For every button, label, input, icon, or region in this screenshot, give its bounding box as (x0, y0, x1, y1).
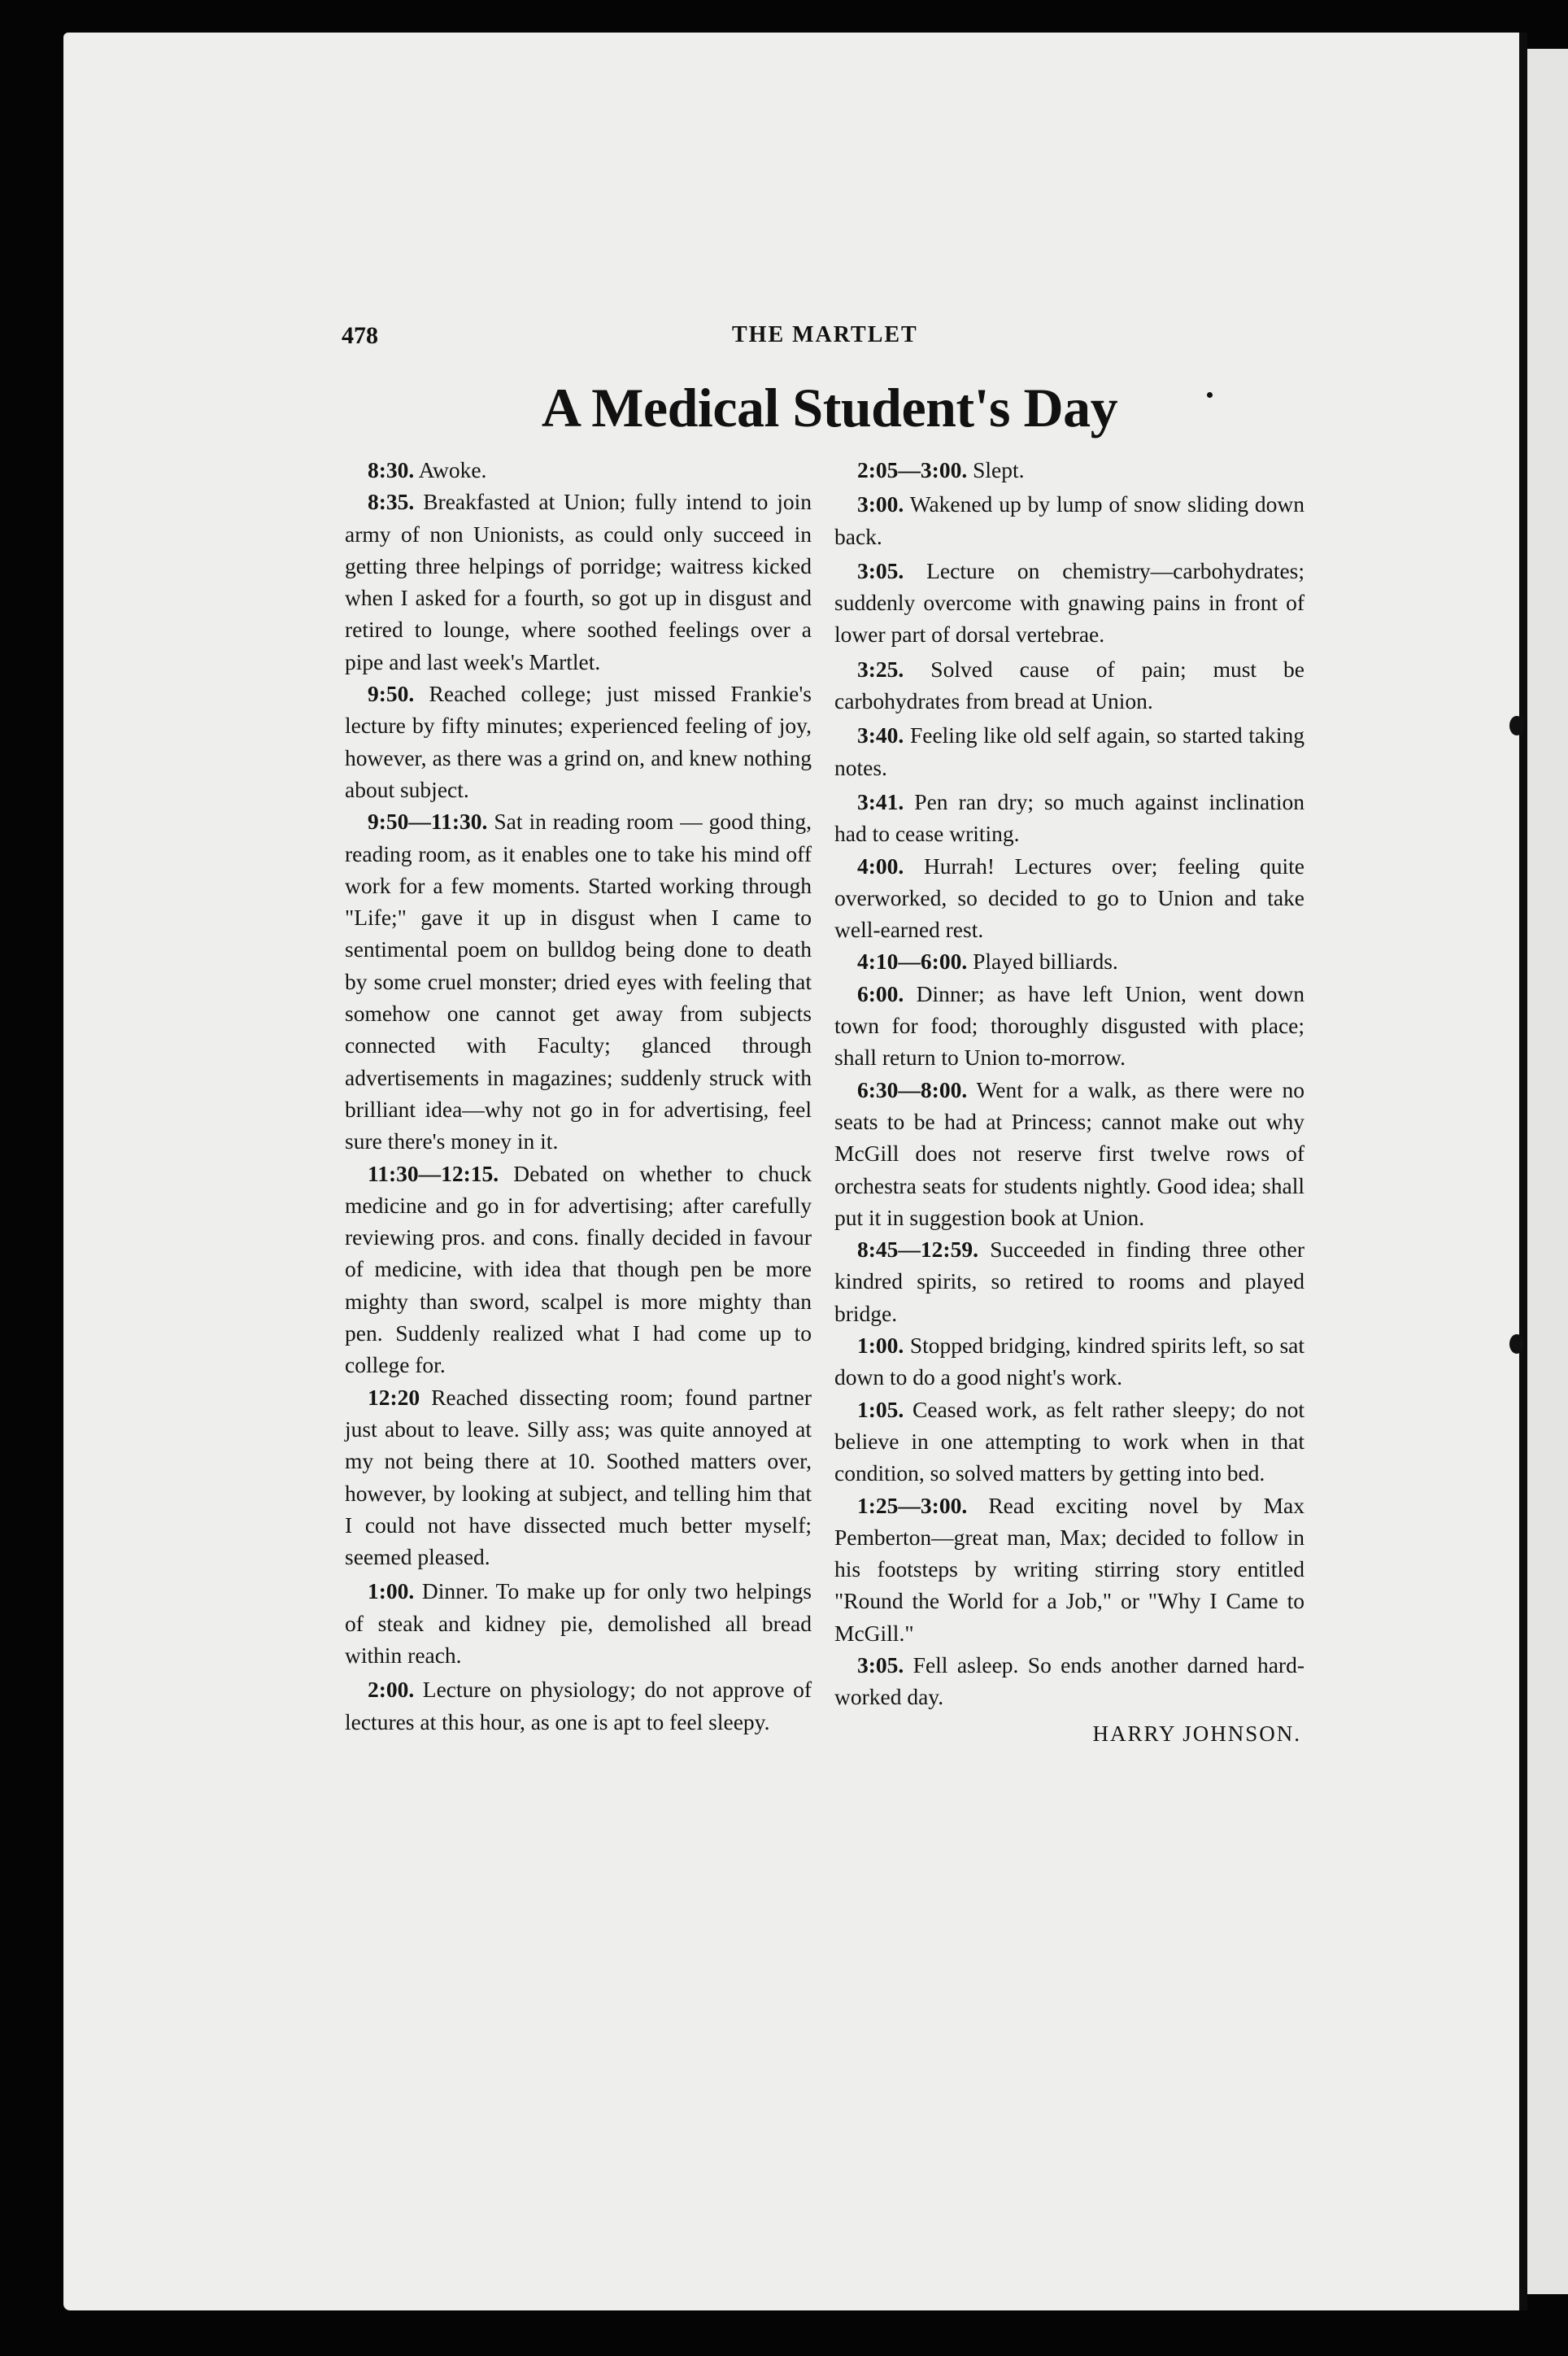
entry-time: 9:50—11:30. (368, 809, 488, 835)
entry-time: 4:00. (857, 853, 904, 879)
entry-text: Reached college; just missed Frankie's lecture by fifty minutes; experienced feeling of joy, however, as there was a grind on, and knew nothing about subject. (345, 681, 812, 802)
left-column (345, 454, 812, 1738)
entry-paragraph (345, 1381, 812, 1573)
entry-text: Wakened up by lump of snow sliding down back. (834, 491, 1304, 549)
entry-time: 3:05. (857, 1651, 904, 1678)
entry-paragraph (345, 1575, 812, 1671)
entry-text: Dinner; as have left Union, went down town for food; thoroughly disgusted with place; shall return to Union to-morrow. (834, 980, 1304, 1071)
entry-paragraph (834, 1233, 1304, 1329)
entry-paragraph (834, 945, 1304, 977)
journal-name: THE MARTLET (732, 322, 918, 347)
entry-text: Slept. (973, 457, 1025, 482)
entry-time: 1:00. (857, 1333, 904, 1359)
entry-time: 4:10—6:00. (857, 949, 968, 975)
entry-time: 2:05—3:00. (857, 457, 968, 482)
right-column (834, 454, 1304, 1750)
entry-time: 1:05. (857, 1396, 904, 1422)
entry-paragraph (834, 555, 1304, 651)
entry-text: Breakfasted at Union; fully intend to join army of non Unionists, as could only succeed in getting three helpings of porridge; waitress kicked when I asked for a fourth, so got up in disgust and retired to lounge, where soothed feelings over a pipe and last week's Martlet. (345, 489, 812, 674)
entry-time: 3:25. (857, 656, 904, 682)
entry-paragraph (834, 1490, 1304, 1649)
entry-text: Played billiards. (973, 949, 1118, 975)
entry-text: Lecture on chemistry—carbohydrates; suddenly overcome with gnawing pains in front of lower part of dorsal vertebrae. (834, 557, 1305, 648)
entry-text: Dinner. To make up for only two helpings of steak and kidney pie, demolished all bread within reach. (345, 1578, 812, 1668)
entry-text: Debated on whether to chuck medicine and go in for advertising; after carefully reviewing pros. and cons. finally decided in favour of medicine, with idea that though pen be more mighty than sword, scalpel is more mighty than pen. Suddenly realized what I had come up to college for. (345, 1160, 812, 1378)
entry-paragraph (834, 1329, 1304, 1394)
entry-text: Solved cause of pain; must be carbohydrates from bread at Union. (834, 656, 1304, 714)
facing-page-edge (1527, 49, 1568, 2294)
entry-text: Feeling like old self again, so started taking notes. (834, 722, 1304, 780)
entry-paragraph (834, 1649, 1304, 1713)
running-header (342, 322, 1318, 355)
entry-text: Reached dissecting room; found partner just about to leave. Silly ass; was quite annoyed at my not being there at 10. Soothed matters over, however, by looking at subject, and telling him that I could not have dissected much better myself; seemed pleased. (345, 1384, 812, 1570)
entry-paragraph (834, 488, 1304, 552)
entry-time: 3:40. (857, 722, 904, 748)
entry-paragraph (345, 1158, 812, 1381)
entry-text: Lecture on physiology; do not approve of lectures at this hour, as one is apt to feel sleepy. (345, 1677, 812, 1734)
entry-time: 6:30—8:00. (857, 1076, 968, 1102)
entry-paragraph (345, 1673, 812, 1738)
entry-paragraph (834, 1394, 1304, 1490)
entry-text: Hurrah! Lectures over; feeling quite overworked, so decided to go to Union and take well-earned rest. (834, 853, 1305, 943)
binding-mark (1509, 1334, 1524, 1354)
entry-text: Succeeded in finding three other kindred spirits, so retired to rooms and played bridge. (834, 1237, 1304, 1326)
entry-paragraph (834, 786, 1304, 850)
entry-time: 8:45—12:59. (857, 1237, 978, 1263)
entry-paragraph (345, 805, 812, 1157)
entry-time: 1:00. (368, 1578, 415, 1604)
article-title: A Medical Student's Day (541, 377, 1118, 438)
entry-time: 6:00. (857, 980, 904, 1006)
page-number: 478 (342, 322, 378, 349)
entry-text: Stopped bridging, kindred spirits left, so sat down to do a good night's work. (834, 1333, 1305, 1390)
binding-mark (1509, 716, 1524, 735)
entry-time: 2:00. (368, 1677, 415, 1703)
entry-paragraph (345, 454, 812, 486)
entry-paragraph (834, 653, 1304, 718)
entry-time: 3:00. (857, 491, 904, 517)
entry-paragraph (834, 978, 1304, 1074)
entry-time: 3:41. (857, 788, 904, 814)
entry-text: Fell asleep. So ends another darned hard-worked day. (834, 1651, 1304, 1710)
entry-paragraph (834, 719, 1304, 783)
entry-paragraph (834, 454, 1304, 486)
entry-text: Ceased work, as felt rather sleepy; do not believe in one attempting to work when in that condition, so solved matters by getting into bed. (834, 1396, 1305, 1486)
entry-time: 8:30. (368, 457, 415, 482)
entry-paragraph (345, 486, 812, 678)
page-spine-edge (1519, 33, 1527, 2310)
entry-time: 8:35. (368, 489, 415, 515)
entry-text: Went for a walk, as there were no seats to be had at Princess; cannot make out why McGill does not reserve first twelve rows of orchestra seats for students nightly. Good idea; shall put it in suggestion book at Union. (834, 1076, 1304, 1230)
entry-text: Awoke. (418, 457, 487, 482)
entry-paragraph (834, 850, 1304, 946)
entry-time: 3:05. (857, 557, 904, 583)
entry-time: 1:25—3:00. (857, 1492, 968, 1518)
entry-text: Read exciting novel by Max Pemberton—great man, Max; decided to follow in his footsteps by writing stirring story entitled "Round the World for a Job," or "Why I Came to McGill." (834, 1492, 1304, 1646)
author-signature: HARRY JOHNSON. (1092, 1721, 1301, 1746)
entry-time: 12:20 (368, 1384, 420, 1410)
entry-paragraph (345, 678, 812, 805)
entry-time: 9:50. (368, 681, 415, 707)
entry-time: 11:30—12:15. (368, 1160, 499, 1186)
entry-paragraph (834, 1074, 1304, 1233)
entry-text: Sat in reading room — good thing, reading room, as it enables one to take his mind off work for a few moments. Started working through "Life;" gave it up in disgust when I came to sentimental poem on bulldog being done to death by some cruel monster; dried eyes with feeling that somehow one cannot get away from subjects connected with Faculty; glanced through advertisements in magazines; suddenly struck with brilliant idea—why not go in for advertising, feel sure there's money in it. (345, 809, 812, 1154)
entry-text: Pen ran dry; so much against inclination had to cease writing. (834, 788, 1305, 847)
